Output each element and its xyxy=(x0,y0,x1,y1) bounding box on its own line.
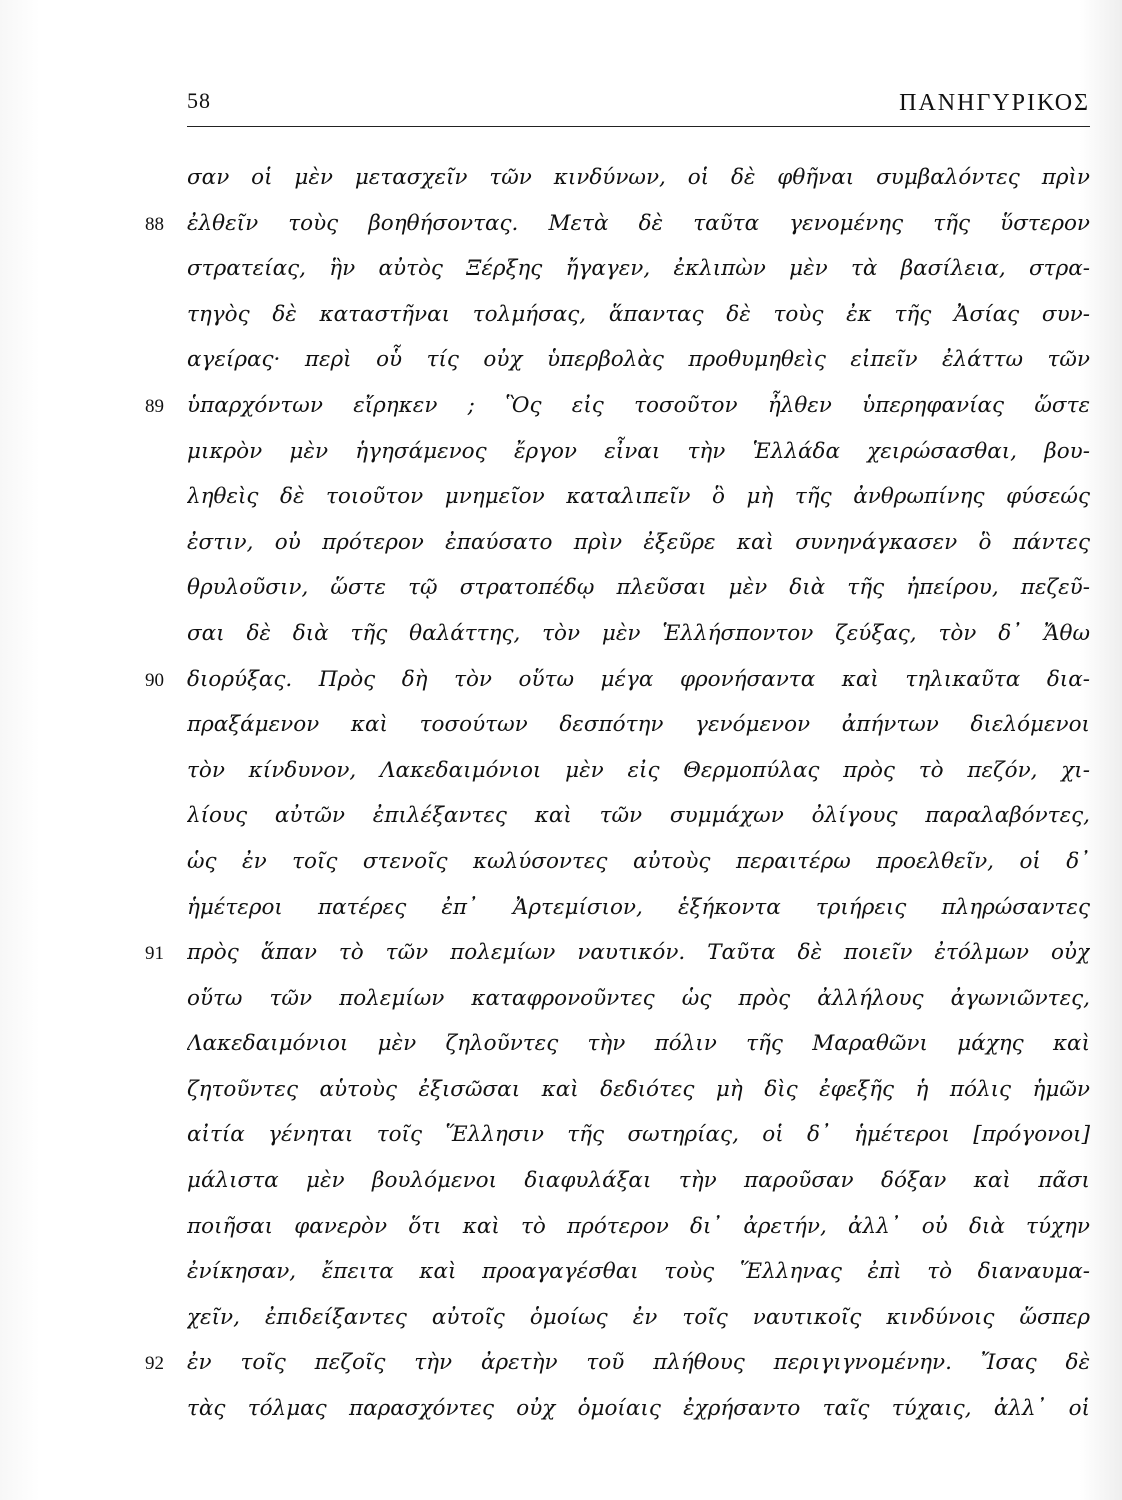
line-text: ὡς ἐν τοῖς στενοῖς κωλύσοντες αὐτοὺς περαιτέρω προελθεῖν, οἱ δ᾽ xyxy=(187,848,1090,874)
line-text: ἐστιν, οὐ πρότερον ἐπαύσατο πρὶν ἐξεῦρε καὶ συνηνάγκασεν ὃ πάντες xyxy=(187,529,1090,555)
line-text: πρὸς ἅπαν τὸ τῶν πολεμίων ναυτικόν. Ταῦτα δὲ ποιεῖν ἐτόλμων οὐχ xyxy=(187,940,1090,966)
line-text: ληθεὶς δὲ τοιοῦτον μνημεῖον καταλιπεῖν ὃ μὴ τῆς ἀνθρωπίνης φύσεώς xyxy=(187,484,1090,510)
line-text: αγείρας· περὶ οὗ τίς οὐχ ὑπερβολὰς προθυμηθεὶς εἰπεῖν ἐλάττω τῶν xyxy=(187,347,1090,373)
text-line xyxy=(0,1386,1122,1432)
line-text: θρυλοῦσιν, ὥστε τῷ στρατοπέδῳ πλεῦσαι μὲν διὰ τῆς ἠπείρου, πεζεῦ- xyxy=(187,575,1090,601)
line-text: σαν οἱ μὲν μετασχεῖν τῶν κινδύνων, οἱ δὲ φθῆναι συμβαλόντες πρὶν xyxy=(187,165,1090,190)
text-line xyxy=(0,1204,1122,1250)
line-text: Λακεδαιμόνιοι μὲν ζηλοῦντες τὴν πόλιν τῆς Μαραθῶνι μάχης καὶ xyxy=(187,1031,1090,1057)
text-line xyxy=(0,520,1122,566)
text-line xyxy=(0,748,1122,794)
line-text: αἰτία γένηται τοῖς Ἕλλησιν τῆς σωτηρίας, οἱ δ᾽ ἡμέτεροι [πρόγονοι] xyxy=(187,1122,1090,1148)
line-text: τηγὸς δὲ καταστῆναι τολμήσας, ἅπαντας δὲ τοὺς ἐκ τῆς Ἀσίας συν- xyxy=(187,301,1090,327)
text-line xyxy=(0,292,1122,338)
line-text: τὰς τόλμας παρασχόντες οὐχ ὁμοίαις ἐχρήσαντο ταῖς τύχαις, ἀλλ᾽ οἱ xyxy=(187,1396,1090,1422)
running-title: ΠΑΝΗΓΥΡΙΚΟΣ xyxy=(899,90,1090,116)
line-text: σαι δὲ διὰ τῆς θαλάττης, τὸν μὲν Ἑλλήσποντον ζεύξας, τὸν δ᾽ Ἄθω xyxy=(187,620,1090,646)
text-line xyxy=(0,246,1122,292)
line-text: ὑπαρχόντων εἴρηκεν ; Ὃς εἰς τοσοῦτον ἦλθεν ὑπερηφανίας ὥστε xyxy=(187,392,1090,418)
section-number: 88 xyxy=(145,213,164,235)
line-text: πραξάμενον καὶ τοσούτων δεσπότην γενόμενον ἀπήντων διελόμενοι xyxy=(187,712,1090,738)
line-text: διορύξας. Πρὸς δὴ τὸν οὕτω μέγα φρονήσαντα καὶ τηλικαῦτα δια- xyxy=(187,666,1090,692)
section-number: 91 xyxy=(145,943,164,965)
text-line xyxy=(0,155,1122,201)
line-text: ζητοῦντες αὑτοὺς ἐξισῶσαι καὶ δεδιότες μὴ δὶς ἐφεξῆς ἡ πόλις ἡμῶν xyxy=(187,1076,1090,1102)
section-number: 92 xyxy=(145,1353,164,1375)
text-line xyxy=(0,839,1122,885)
line-text: μάλιστα μὲν βουλόμενοι διαφυλάξαι τὴν παροῦσαν δόξαν καὶ πᾶσι xyxy=(187,1168,1090,1194)
text-line xyxy=(0,201,1122,247)
section-number: 89 xyxy=(145,395,164,417)
text-line xyxy=(0,657,1122,703)
text-line xyxy=(0,611,1122,657)
text-line xyxy=(0,930,1122,976)
text-line xyxy=(0,1021,1122,1067)
text-line xyxy=(0,383,1122,429)
header-rule xyxy=(187,126,1090,127)
line-text: ἐνίκησαν, ἔπειτα καὶ προαγαγέσθαι τοὺς Ἕλληνας ἐπὶ τὸ διαναυμα- xyxy=(187,1259,1090,1285)
text-line xyxy=(0,1249,1122,1295)
line-text: μικρὸν μὲν ἡγησάμενος ἔργον εἶναι τὴν Ἑλλάδα χειρώσασθαι, βου- xyxy=(187,438,1090,464)
text-line xyxy=(0,474,1122,520)
line-text: οὕτω τῶν πολεμίων καταφρονοῦντες ὡς πρὸς ἀλλήλους ἀγωνιῶντες, xyxy=(187,985,1090,1011)
line-text: ἐν τοῖς πεζοῖς τὴν ἀρετὴν τοῦ πλήθους περιγιγνομένην. Ἴσας δὲ xyxy=(187,1350,1090,1376)
text-line xyxy=(0,337,1122,383)
page-number: 58 xyxy=(187,88,211,113)
text-line xyxy=(0,885,1122,931)
line-text: λίους αὐτῶν ἐπιλέξαντες καὶ τῶν συμμάχων ὀλίγους παραλαβόντες, xyxy=(187,803,1090,829)
text-line xyxy=(0,702,1122,748)
text-line xyxy=(0,1067,1122,1113)
text-line xyxy=(0,1112,1122,1158)
text-line xyxy=(0,1158,1122,1204)
line-text: ποιῆσαι φανερὸν ὅτι καὶ τὸ πρότερον δι᾽ ἀρετήν, ἀλλ᾽ οὐ διὰ τύχην xyxy=(187,1213,1090,1239)
line-text: στρατείας, ἣν αὐτὸς Ξέρξης ἤγαγεν, ἐκλιπὼν μὲν τὰ βασίλεια, στρα- xyxy=(187,256,1090,282)
line-text: τὸν κίνδυνον, Λακεδαιμόνιοι μὲν εἰς Θερμοπύλας πρὸς τὸ πεζόν, χι- xyxy=(187,757,1090,783)
line-text: ἐλθεῖν τοὺς βοηθήσοντας. Μετὰ δὲ ταῦτα γενομένης τῆς ὕστερον xyxy=(187,210,1090,236)
page-header xyxy=(187,88,1090,124)
text-line xyxy=(0,429,1122,475)
body-text xyxy=(0,155,1122,1432)
section-number: 90 xyxy=(145,669,164,691)
text-line xyxy=(0,976,1122,1022)
text-line xyxy=(0,565,1122,611)
text-line xyxy=(0,793,1122,839)
text-line xyxy=(0,1295,1122,1341)
line-text: ἡμέτεροι πατέρες ἐπ᾽ Ἀρτεμίσιον, ἑξήκοντα τριήρεις πληρώσαντες xyxy=(187,894,1090,920)
line-text: χεῖν, ἐπιδείξαντες αὐτοῖς ὁμοίως ἐν τοῖς ναυτικοῖς κινδύνοις ὥσπερ xyxy=(187,1304,1090,1330)
text-line xyxy=(0,1340,1122,1386)
